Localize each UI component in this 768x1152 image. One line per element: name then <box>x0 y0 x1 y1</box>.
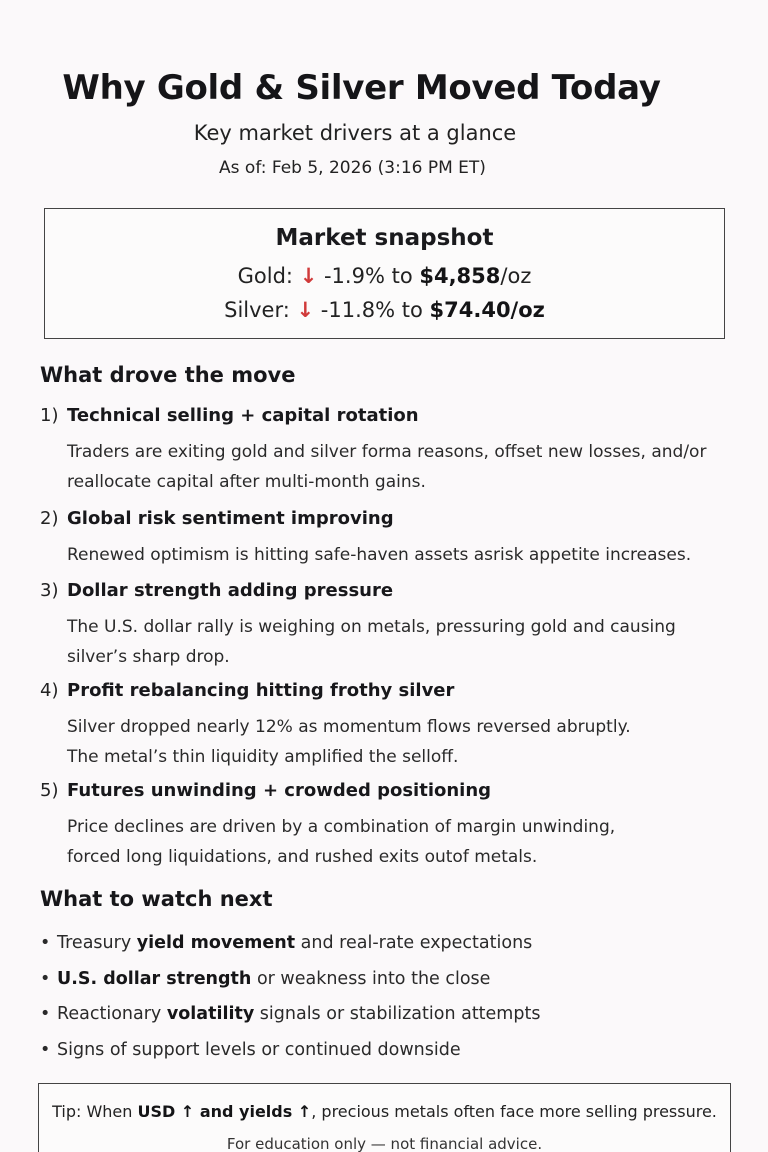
watch-emphasis: yield movement <box>136 933 296 953</box>
driver-title: Dollar strength adding pressure <box>67 580 394 601</box>
tip-box <box>38 1083 731 1152</box>
as-of-timestamp: As of: Feb 5, 2026 (3:16 PM ET) <box>219 158 486 178</box>
watch-item <box>40 1002 740 1038</box>
gold-change: -1.9% to <box>323 264 413 288</box>
snapshot-title: Market snapshot <box>275 225 494 251</box>
tip-emphasis: USD ↑ and yields ↑ <box>137 1102 312 1121</box>
driver-number: 1) <box>40 405 59 426</box>
watch-text: Reactionary <box>57 1004 167 1024</box>
driver-number: 3) <box>40 580 59 601</box>
gold-price: $4,858 <box>419 264 501 288</box>
driver-title: Profit rebalancing hitting frothy silver <box>67 680 455 701</box>
watch-item <box>40 1038 740 1074</box>
watch-heading: What to watch next <box>40 887 273 911</box>
market-snapshot-box <box>44 208 725 339</box>
gold-label: Gold: <box>237 264 293 288</box>
disclaimer: For education only — not financial advice. <box>226 1135 543 1152</box>
driver-number: 2) <box>40 508 59 529</box>
watch-list <box>40 931 740 1073</box>
silver-price: $74.40/oz <box>429 298 545 322</box>
watch-item <box>40 931 740 967</box>
driver-title: Futures unwinding + crowded positioning <box>67 780 492 801</box>
driver-description: Traders are exiting gold and silver forma reasons, offset new losses, and/or reallocate capital after multi-month gains. <box>67 442 707 492</box>
driver-title: Global risk sentiment improving <box>67 508 394 529</box>
driver-description: The U.S. dollar rally is weighing on metals, pressuring gold and causing silver’s sharp drop. <box>67 617 676 667</box>
silver-label: Silver: <box>224 298 290 322</box>
tip-text <box>39 1102 730 1121</box>
watch-text: Treasury <box>57 933 137 953</box>
watch-emphasis: volatility <box>166 1004 255 1024</box>
driver-description: Renewed optimism is hitting safe-haven assets asrisk appetite increases. <box>67 545 692 565</box>
watch-emphasis: U.S. dollar strength <box>57 968 252 989</box>
watch-text: and real-rate expectations <box>295 933 533 953</box>
tip-suffix: , precious metals often face more selling pressure. <box>311 1102 717 1121</box>
driver-number: 4) <box>40 680 59 701</box>
bullet-icon: • <box>40 1004 51 1024</box>
bullet-icon: • <box>40 1039 51 1060</box>
driver-number: 5) <box>40 780 59 801</box>
driver-description: Silver dropped nearly 12% as momentum flows reversed abruptly. The metal’s thin liquidity amplified the selloff. <box>67 717 631 767</box>
watch-text: Signs of support levels or continued downside <box>57 1039 461 1060</box>
silver-change: -11.8% to <box>320 298 423 322</box>
watch-item <box>40 967 740 1003</box>
silver-quote <box>45 298 724 322</box>
drivers-heading: What drove the move <box>40 363 296 387</box>
driver-description: Price declines are driven by a combination of margin unwinding, forced long liquidations, and rushed exits outof metals. <box>67 817 616 867</box>
tip-prefix: Tip: When <box>52 1102 138 1121</box>
gold-quote <box>45 264 724 288</box>
page-title: Why Gold & Silver Moved Today <box>62 68 661 108</box>
watch-text: or weakness into the close <box>251 968 491 989</box>
bullet-icon: • <box>40 933 51 953</box>
down-arrow-icon: ↓ <box>299 264 318 288</box>
bullet-icon: • <box>40 968 51 989</box>
page-subtitle: Key market drivers at a glance <box>193 121 517 145</box>
down-arrow-icon: ↓ <box>296 298 315 322</box>
gold-unit: /oz <box>500 264 532 288</box>
driver-title: Technical selling + capital rotation <box>67 405 419 426</box>
watch-text: signals or stabilization attempts <box>254 1004 541 1024</box>
